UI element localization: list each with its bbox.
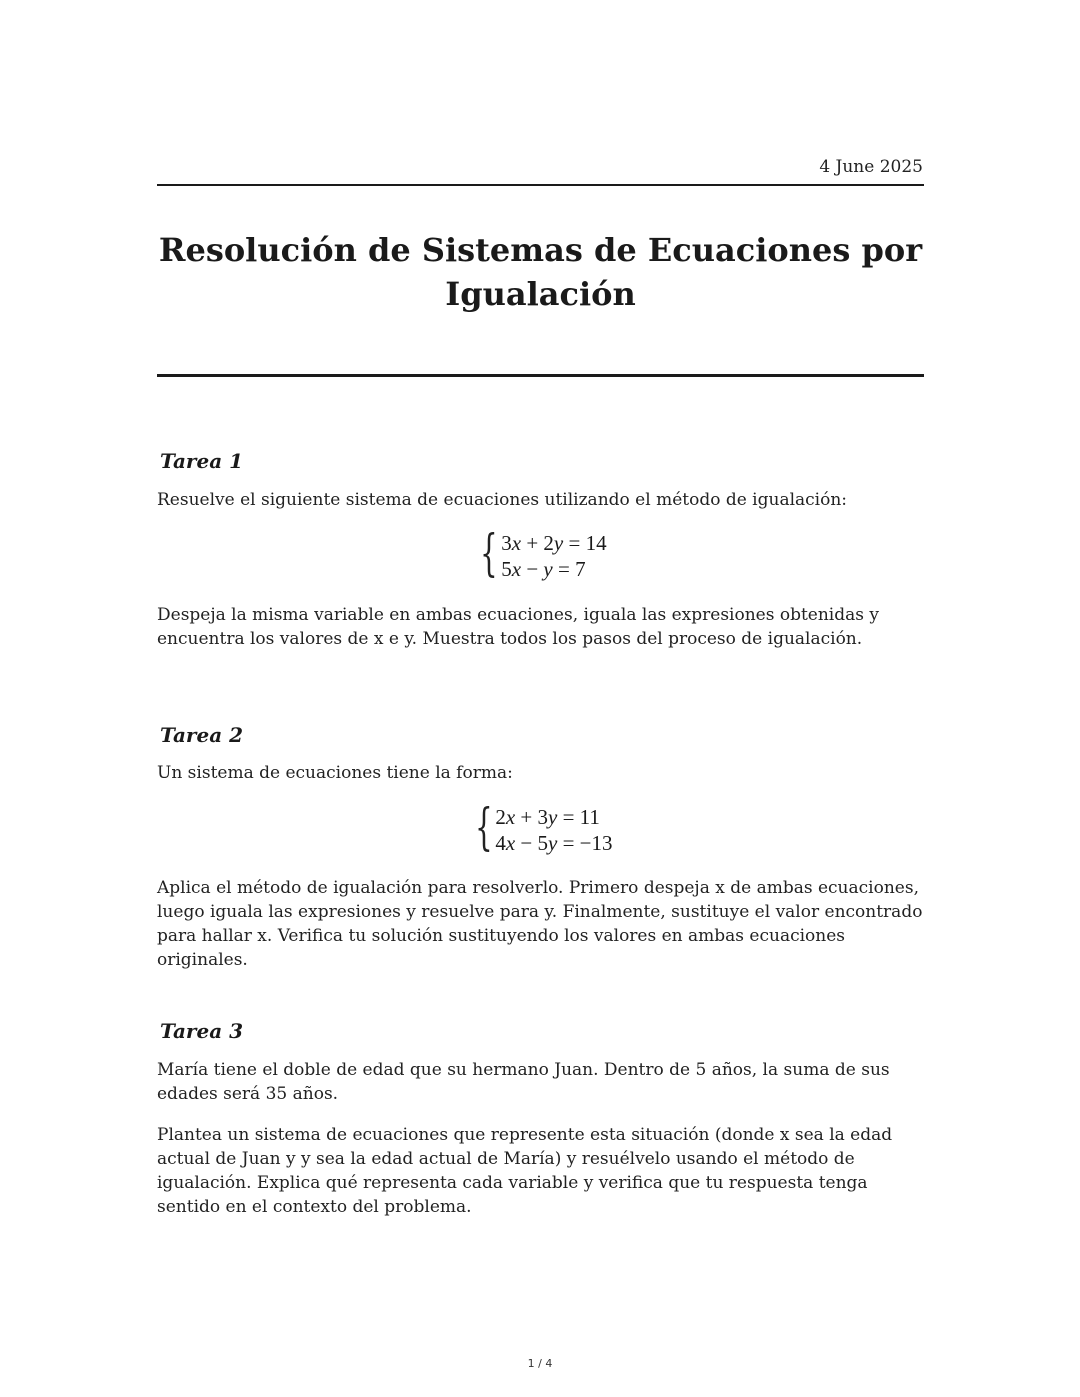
task-1-intro: Resuelve el siguiente sistema de ecuaciones utilizando el método de igualación: (157, 490, 848, 510)
task-1-equation-system (0, 524, 1080, 582)
header-date: 4 June 2025 (819, 157, 923, 177)
task-1-equation-1: 3x + 2y = 14 (501, 531, 607, 555)
task-2-equation-2: 4x − 5y = −13 (495, 831, 613, 855)
document-title: Resolución de Sistemas de Ecuaciones por Igualación (158, 231, 923, 313)
task-1-body: Despeja la misma variable en ambas ecuaciones, iguala las expresiones obtenidas y encuentra los valores de x e y. Muestra todos los pasos del proceso de igualación. (157, 605, 879, 649)
header-rule (157, 184, 924, 186)
task-2-intro: Un sistema de ecuaciones tiene la forma: (157, 763, 513, 783)
task-2-equation-1: 2x + 3y = 11 (495, 805, 600, 829)
task-2-equation-system (0, 798, 1080, 856)
page-number: 1 / 4 (527, 1357, 553, 1370)
task-3-intro: María tiene el doble de edad que su hermano Juan. Dentro de 5 años, la suma de sus edades será 35 años. (157, 1060, 890, 1104)
title-rule (157, 374, 924, 377)
task-2-heading: Tarea 2 (160, 723, 244, 747)
brace-icon: { (474, 798, 493, 856)
task-3-heading: Tarea 3 (160, 1019, 244, 1043)
task-1-heading: Tarea 1 (160, 449, 244, 473)
task-3-body: Plantea un sistema de ecuaciones que represente esta situación (donde x sea la edad actual de Juan y y sea la edad actual de María) y resuélvelo usando el método de igualación. Explica qué representa cada variable y verifica que tu respuesta tenga sentido en el contexto del problema. (157, 1125, 893, 1217)
task-1-equation-2: 5x − y = 7 (501, 557, 586, 581)
task-2-body: Aplica el método de igualación para resolverlo. Primero despeja x de ambas ecuaciones, luego iguala las expresiones y resuelve para y. Finalmente, sustituye el valor encontrado para hallar x. Verifica tu solución sustituyendo los valores en ambas ecuaciones originales. (157, 878, 923, 970)
brace-icon: { (480, 524, 499, 582)
